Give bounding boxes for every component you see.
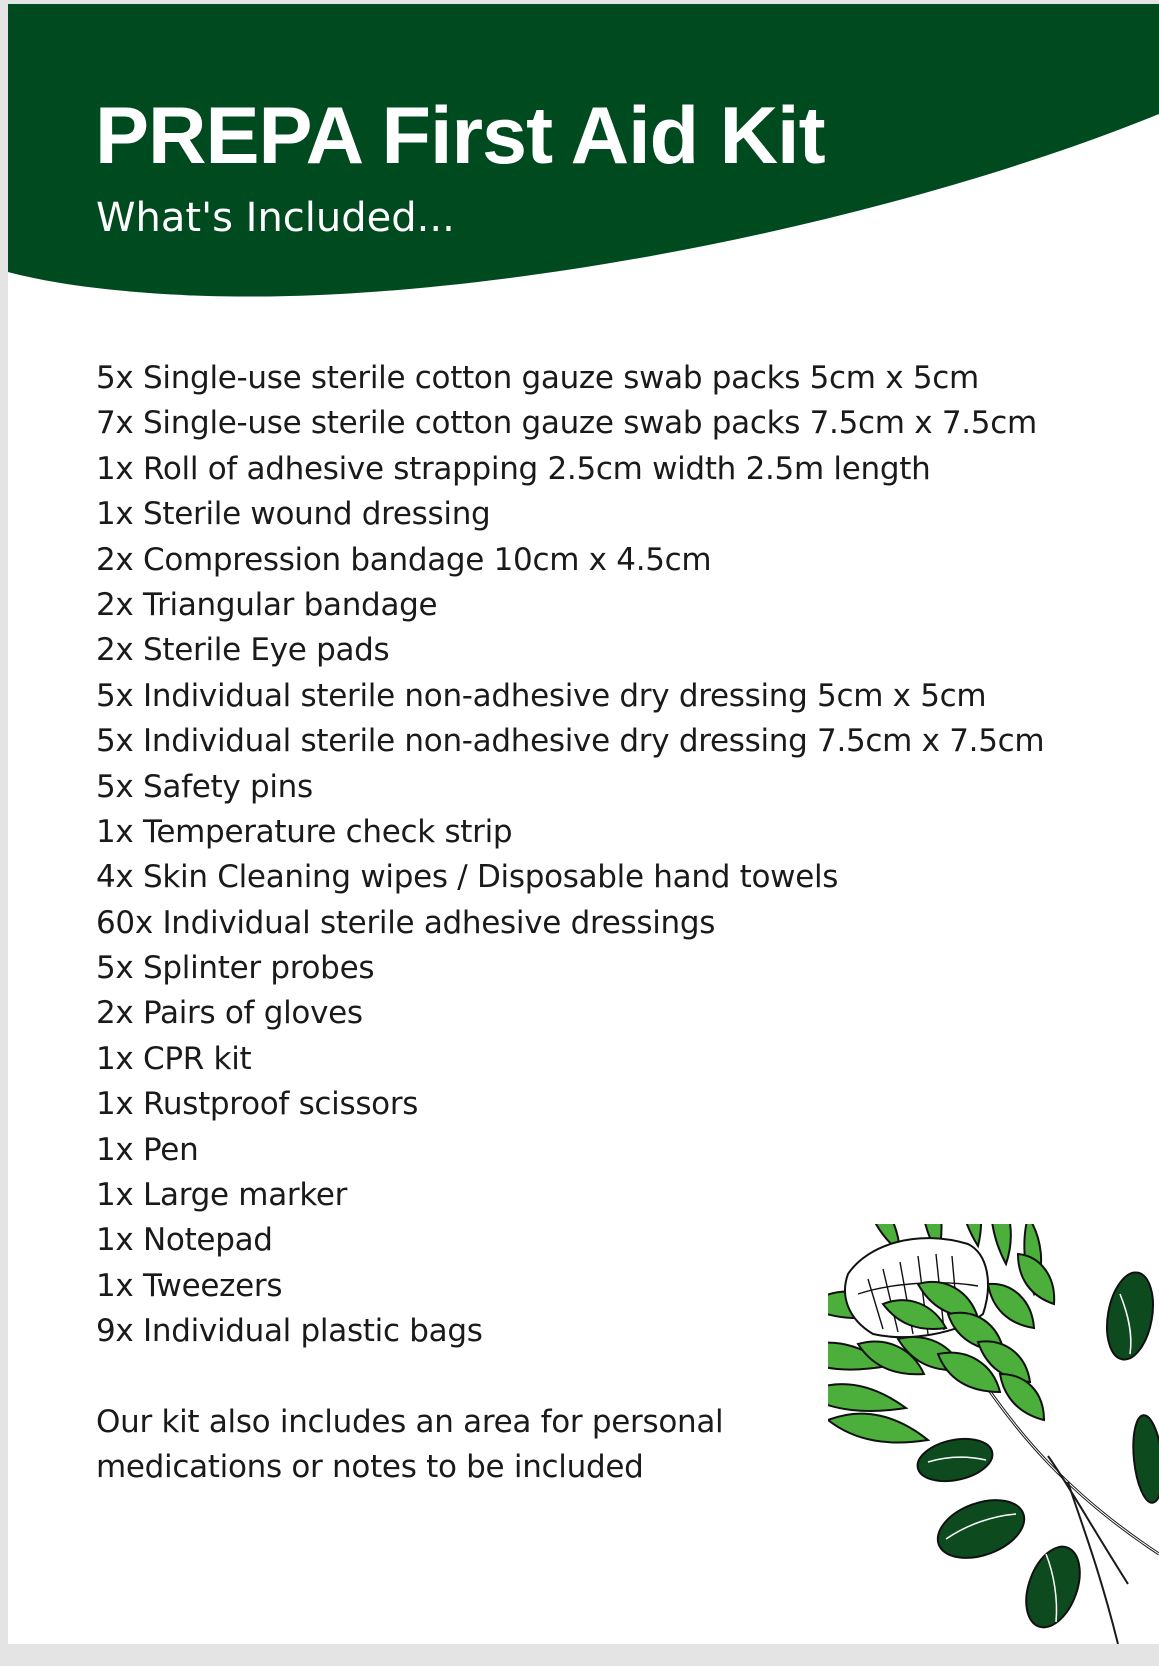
kit-item: 1x Notepad bbox=[96, 1222, 273, 1259]
kit-note: Our kit also includes an area for personal medications or notes to be included bbox=[96, 1404, 724, 1485]
kit-item: 1x CPR kit bbox=[96, 1040, 252, 1077]
kit-item: 5x Splinter probes bbox=[96, 950, 375, 987]
kit-item: 1x Large marker bbox=[96, 1177, 348, 1214]
kit-item: 60x Individual sterile adhesive dressings bbox=[96, 904, 716, 941]
kit-item: 5x Individual sterile non-adhesive dry dressing 7.5cm x 7.5cm bbox=[96, 723, 1045, 760]
page-title: PREPA First Aid Kit bbox=[95, 91, 825, 181]
kit-item: 1x Temperature check strip bbox=[96, 813, 513, 850]
kit-item: 5x Safety pins bbox=[96, 768, 313, 805]
kit-items-list bbox=[96, 356, 1044, 1355]
page-subtitle: What's Included... bbox=[96, 195, 455, 241]
kit-item: 1x Tweezers bbox=[96, 1267, 283, 1304]
kit-item: 1x Sterile wound dressing bbox=[96, 496, 491, 533]
kit-item: 5x Individual sterile non-adhesive dry dressing 5cm x 5cm bbox=[96, 677, 987, 714]
kit-item: 9x Individual plastic bags bbox=[96, 1313, 483, 1350]
kit-item: 2x Sterile Eye pads bbox=[96, 632, 390, 669]
protea-flower-icon bbox=[828, 1224, 1159, 1644]
kit-item: 7x Single-use sterile cotton gauze swab packs 7.5cm x 7.5cm bbox=[96, 405, 1037, 442]
kit-item: 2x Pairs of gloves bbox=[96, 995, 363, 1032]
kit-item: 1x Roll of adhesive strapping 2.5cm width 2.5m length bbox=[96, 450, 931, 487]
kit-item: 5x Single-use sterile cotton gauze swab packs 5cm x 5cm bbox=[96, 360, 979, 396]
kit-item: 1x Rustproof scissors bbox=[96, 1086, 419, 1123]
kit-item: 2x Compression bandage 10cm x 4.5cm bbox=[96, 541, 712, 578]
document-page bbox=[8, 4, 1159, 1644]
kit-item: 2x Triangular bandage bbox=[96, 586, 438, 623]
kit-item: 1x Pen bbox=[96, 1131, 199, 1168]
kit-item: 4x Skin Cleaning wipes / Disposable hand towels bbox=[96, 859, 839, 896]
